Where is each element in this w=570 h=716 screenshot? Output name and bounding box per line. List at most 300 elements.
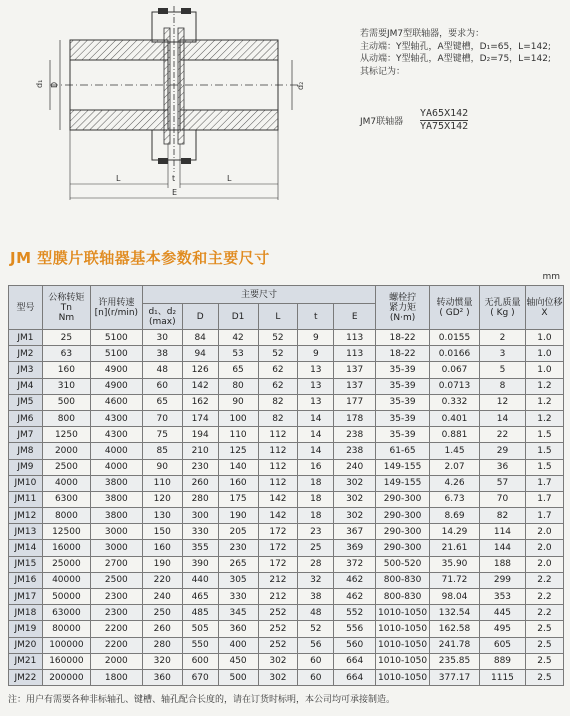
header-L: L	[258, 304, 298, 330]
table-cell: 2.5	[525, 637, 563, 653]
table-cell: 2300	[90, 605, 142, 621]
model-cell: JM18	[9, 605, 43, 621]
table-cell: 2300	[90, 589, 142, 605]
table-cell: 2500	[90, 572, 142, 588]
table-cell: 1010-1050	[376, 669, 430, 685]
table-cell: 4900	[90, 362, 142, 378]
table-cell: 4.26	[430, 475, 480, 491]
table-cell: 194	[182, 427, 218, 443]
table-cell: 1.2	[525, 394, 563, 410]
table-cell: 162.58	[430, 621, 480, 637]
model-cell: JM8	[9, 443, 43, 459]
table-cell: 126	[182, 362, 218, 378]
table-cell: 800-830	[376, 572, 430, 588]
table-cell: 1010-1050	[376, 637, 430, 653]
table-cell: 56	[298, 637, 334, 653]
header-D: D	[182, 304, 218, 330]
table-cell: 664	[334, 669, 376, 685]
table-cell: 240	[334, 459, 376, 475]
table-cell: 60	[298, 669, 334, 685]
unit-label: mm	[542, 272, 560, 282]
table-cell: 82	[479, 508, 525, 524]
table-cell: 5	[479, 362, 525, 378]
table-cell: 48	[298, 605, 334, 621]
table-cell: 113	[334, 330, 376, 346]
table-cell: 556	[334, 621, 376, 637]
model-cell: JM3	[9, 362, 43, 378]
table-cell: 2000	[90, 653, 142, 669]
table-cell: 18	[298, 491, 334, 507]
table-row	[9, 637, 564, 653]
D-label: D	[50, 81, 59, 88]
table-cell: 80	[218, 378, 258, 394]
footnote: 注：用户有需要各种非标轴孔、键槽、轴孔配合长度的，请在订货时标明，本公司均可承接制造。	[8, 695, 396, 705]
table-cell: 120	[142, 491, 182, 507]
table-cell: 112	[258, 427, 298, 443]
table-row	[9, 394, 564, 410]
table-cell: 462	[334, 589, 376, 605]
table-cell: 1800	[90, 669, 142, 685]
table-cell: 505	[182, 621, 218, 637]
table-cell: 4300	[90, 427, 142, 443]
table-cell: 800	[42, 410, 90, 426]
table-cell: 8000	[42, 508, 90, 524]
table-cell: 299	[479, 572, 525, 588]
table-cell: 369	[334, 540, 376, 556]
table-cell: 0.881	[430, 427, 480, 443]
table-cell: 2200	[90, 637, 142, 653]
table-cell: 23	[298, 524, 334, 540]
table-cell: 16	[298, 459, 334, 475]
table-cell: 137	[334, 378, 376, 394]
table-cell: 22	[479, 427, 525, 443]
table-cell: 62	[258, 378, 298, 394]
header-t: t	[298, 304, 334, 330]
table-cell: 35-39	[376, 410, 430, 426]
table-cell: 25	[298, 540, 334, 556]
table-cell: 113	[334, 346, 376, 362]
table-cell: 125	[218, 443, 258, 459]
table-cell: 2.0	[525, 524, 563, 540]
table-cell: 65	[142, 394, 182, 410]
table-cell: 6300	[42, 491, 90, 507]
table-cell: 30	[142, 330, 182, 346]
gap-label: t	[172, 174, 176, 183]
table-cell: 63	[42, 346, 90, 362]
table-cell: 2.5	[525, 653, 563, 669]
table-cell: 144	[479, 540, 525, 556]
table-cell: 3800	[90, 475, 142, 491]
header-bolt-torque: 螺栓拧 紧力矩 (N·m)	[376, 286, 430, 330]
model-cell: JM15	[9, 556, 43, 572]
table-cell: 29	[479, 443, 525, 459]
table-cell: 2.5	[525, 669, 563, 685]
table-cell: 14	[479, 410, 525, 426]
table-cell: 664	[334, 653, 376, 669]
table-row	[9, 330, 564, 346]
table-cell: 14	[298, 427, 334, 443]
table-row	[9, 475, 564, 491]
table-cell: 90	[142, 459, 182, 475]
table-cell: 98.04	[430, 589, 480, 605]
d1-label: d₁	[35, 79, 44, 88]
table-cell: 142	[258, 491, 298, 507]
table-cell: 4300	[90, 410, 142, 426]
table-cell: 28	[298, 556, 334, 572]
table-cell: 18-22	[376, 346, 430, 362]
table-cell: 250	[142, 605, 182, 621]
table-cell: 3000	[90, 524, 142, 540]
table-cell: 235.85	[430, 653, 480, 669]
table-cell: 150	[142, 524, 182, 540]
header-torque: 公称转矩 Tn Nm	[42, 286, 90, 330]
table-cell: 330	[182, 524, 218, 540]
table-row	[9, 410, 564, 426]
table-row	[9, 653, 564, 669]
table-cell: 35-39	[376, 394, 430, 410]
marking-codes	[420, 108, 468, 133]
table-cell: 100000	[42, 637, 90, 653]
table-cell: 60	[142, 378, 182, 394]
table-cell: 100	[218, 410, 258, 426]
table-cell: 137	[334, 362, 376, 378]
table-cell: 4600	[90, 394, 142, 410]
model-cell: JM17	[9, 589, 43, 605]
table-cell: 140	[218, 459, 258, 475]
table-cell: 252	[258, 621, 298, 637]
table-cell: 800-830	[376, 589, 430, 605]
table-cell: 3	[479, 346, 525, 362]
table-cell: 71.72	[430, 572, 480, 588]
table-cell: 1.7	[525, 491, 563, 507]
table-cell: 75	[142, 427, 182, 443]
model-cell: JM2	[9, 346, 43, 362]
table-row	[9, 443, 564, 459]
table-cell: 13	[298, 362, 334, 378]
table-cell: 174	[182, 410, 218, 426]
table-cell: 360	[142, 669, 182, 685]
header-speed: 许用转速 [n](r/min)	[90, 286, 142, 330]
table-cell: 25	[42, 330, 90, 346]
table-cell: 0.0166	[430, 346, 480, 362]
table-cell: 302	[334, 475, 376, 491]
table-cell: 3800	[90, 491, 142, 507]
header-d12: d₁、d₂ (max)	[142, 304, 182, 330]
table-cell: 200000	[42, 669, 90, 685]
table-row	[9, 427, 564, 443]
table-cell: 112	[258, 475, 298, 491]
table-cell: 280	[182, 491, 218, 507]
table-cell: 112	[258, 459, 298, 475]
table-cell: 25000	[42, 556, 90, 572]
table-cell: 110	[218, 427, 258, 443]
table-cell: 85	[142, 443, 182, 459]
section-title: JM 型膜片联轴器基本参数和主要尺寸	[10, 249, 270, 267]
table-cell: 230	[218, 540, 258, 556]
table-cell: 205	[218, 524, 258, 540]
table-cell: 160	[218, 475, 258, 491]
table-cell: 1.5	[525, 443, 563, 459]
table-cell: 1115	[479, 669, 525, 685]
table-cell: 70	[479, 491, 525, 507]
marking-code-driven: YA75X142	[420, 121, 469, 132]
table-cell: 1.0	[525, 330, 563, 346]
table-cell: 280	[142, 637, 182, 653]
model-cell: JM16	[9, 572, 43, 588]
model-cell: JM4	[9, 378, 43, 394]
table-cell: 61-65	[376, 443, 430, 459]
table-cell: 149-155	[376, 475, 430, 491]
model-cell: JM20	[9, 637, 43, 653]
table-cell: 82	[258, 410, 298, 426]
table-cell: 550	[182, 637, 218, 653]
table-cell: 65	[218, 362, 258, 378]
table-cell: 320	[142, 653, 182, 669]
note-line: 主动端：Y型轴孔，A型键槽，D₁=65，L=142;	[360, 41, 551, 52]
table-cell: 172	[258, 540, 298, 556]
table-cell: 4000	[90, 459, 142, 475]
marking-label: JM7联轴器	[360, 117, 404, 127]
header-model: 型号	[9, 286, 43, 330]
table-cell: 305	[218, 572, 258, 588]
table-cell: 50000	[42, 589, 90, 605]
table-cell: 1010-1050	[376, 605, 430, 621]
table-cell: 495	[479, 621, 525, 637]
table-cell: 500	[218, 669, 258, 685]
table-row	[9, 556, 564, 572]
table-cell: 12	[479, 394, 525, 410]
table-cell: 2.0	[525, 540, 563, 556]
d2-label: d₂	[296, 81, 305, 90]
table-cell: 212	[258, 572, 298, 588]
table-cell: 300	[182, 508, 218, 524]
note-line: 其标记为：	[360, 66, 406, 77]
table-cell: 36	[479, 459, 525, 475]
table-cell: 220	[142, 572, 182, 588]
table-cell: 1010-1050	[376, 653, 430, 669]
table-cell: 3800	[90, 508, 142, 524]
table-cell: 94	[182, 346, 218, 362]
table-cell: 84	[182, 330, 218, 346]
table-cell: 1010-1050	[376, 621, 430, 637]
table-cell: 18-22	[376, 330, 430, 346]
table-cell: 35-39	[376, 378, 430, 394]
table-cell: 178	[334, 410, 376, 426]
table-cell: 142	[182, 378, 218, 394]
table-cell: 112	[258, 443, 298, 459]
table-cell: 190	[142, 556, 182, 572]
table-cell: 21.61	[430, 540, 480, 556]
table-cell: 4000	[90, 443, 142, 459]
model-cell: JM11	[9, 491, 43, 507]
table-cell: 1.2	[525, 410, 563, 426]
table-cell: 63000	[42, 605, 90, 621]
table-cell: 8.69	[430, 508, 480, 524]
table-cell: 149-155	[376, 459, 430, 475]
bottom-bolt	[152, 130, 196, 160]
table-cell: 175	[218, 491, 258, 507]
model-cell: JM12	[9, 508, 43, 524]
table-cell: 14	[298, 443, 334, 459]
table-cell: 1.45	[430, 443, 480, 459]
table-cell: 8	[479, 378, 525, 394]
table-row	[9, 621, 564, 637]
table-row	[9, 459, 564, 475]
coupling-drawing	[0, 0, 345, 225]
table-cell: 1.7	[525, 508, 563, 524]
table-row	[9, 378, 564, 394]
model-cell: JM19	[9, 621, 43, 637]
model-cell: JM7	[9, 427, 43, 443]
table-cell: 0.401	[430, 410, 480, 426]
table-cell: 500	[42, 394, 90, 410]
table-cell: 9	[298, 330, 334, 346]
table-cell: 90	[218, 394, 258, 410]
header-main-dims: 主要尺寸	[142, 286, 375, 304]
table-cell: 35-39	[376, 362, 430, 378]
table-cell: 32	[298, 572, 334, 588]
table-cell: 0.332	[430, 394, 480, 410]
table-cell: 310	[42, 378, 90, 394]
header-E: E	[334, 304, 376, 330]
table-cell: 465	[182, 589, 218, 605]
table-row	[9, 346, 564, 362]
table-cell: 605	[479, 637, 525, 653]
top-bolt	[152, 12, 196, 42]
table-cell: 390	[182, 556, 218, 572]
table-cell: 260	[182, 475, 218, 491]
table-cell: 360	[218, 621, 258, 637]
table-cell: 9	[298, 346, 334, 362]
table-row	[9, 669, 564, 685]
table-cell: 670	[182, 669, 218, 685]
header-D1: D1	[218, 304, 258, 330]
table-cell: 500-520	[376, 556, 430, 572]
table-cell: 188	[479, 556, 525, 572]
table-row	[9, 572, 564, 588]
total-length-label: E	[172, 188, 178, 197]
table-cell: 13	[298, 394, 334, 410]
table-cell: 62	[258, 362, 298, 378]
table-cell: 80000	[42, 621, 90, 637]
table-cell: 450	[218, 653, 258, 669]
table-cell: 252	[258, 605, 298, 621]
table-cell: 1.0	[525, 362, 563, 378]
table-row	[9, 589, 564, 605]
note-line: 若需要JM7型联轴器，要求为：	[360, 29, 485, 39]
table-cell: 210	[182, 443, 218, 459]
table-cell: 1.5	[525, 459, 563, 475]
header-inertia: 转动惯量 ( GD² )	[430, 286, 480, 330]
model-cell: JM5	[9, 394, 43, 410]
table-cell: 2500	[42, 459, 90, 475]
table-row	[9, 540, 564, 556]
model-cell: JM22	[9, 669, 43, 685]
table-cell: 485	[182, 605, 218, 621]
table-cell: 0.067	[430, 362, 480, 378]
table-cell: 38	[142, 346, 182, 362]
spec-table	[8, 285, 564, 686]
table-cell: 230	[182, 459, 218, 475]
table-row	[9, 491, 564, 507]
table-cell: 40000	[42, 572, 90, 588]
table-cell: 110	[142, 475, 182, 491]
table-cell: 52	[258, 330, 298, 346]
table-cell: 302	[258, 669, 298, 685]
table-cell: 265	[218, 556, 258, 572]
table-cell: 172	[258, 556, 298, 572]
table-cell: 238	[334, 427, 376, 443]
table-cell: 212	[258, 589, 298, 605]
table-cell: 2700	[90, 556, 142, 572]
table-cell: 2200	[90, 621, 142, 637]
table-cell: 12500	[42, 524, 90, 540]
table-cell: 16000	[42, 540, 90, 556]
table-cell: 190	[218, 508, 258, 524]
table-cell: 38	[298, 589, 334, 605]
table-cell: 35-39	[376, 427, 430, 443]
table-cell: 60	[298, 653, 334, 669]
table-cell: 290-300	[376, 524, 430, 540]
table-cell: 302	[334, 491, 376, 507]
table-cell: 70	[142, 410, 182, 426]
table-cell: 367	[334, 524, 376, 540]
table-cell: 35.90	[430, 556, 480, 572]
model-cell: JM14	[9, 540, 43, 556]
table-cell: 0.0155	[430, 330, 480, 346]
table-cell: 241.78	[430, 637, 480, 653]
table-cell: 1.0	[525, 346, 563, 362]
table-cell: 114	[479, 524, 525, 540]
left-length-label: L	[116, 174, 121, 183]
table-cell: 302	[334, 508, 376, 524]
table-cell: 2	[479, 330, 525, 346]
table-cell: 1250	[42, 427, 90, 443]
model-cell: JM1	[9, 330, 43, 346]
table-cell: 330	[218, 589, 258, 605]
table-cell: 4900	[90, 378, 142, 394]
table-cell: 160000	[42, 653, 90, 669]
table-cell: 42	[218, 330, 258, 346]
table-cell: 160	[142, 540, 182, 556]
table-cell: 355	[182, 540, 218, 556]
table-cell: 2.2	[525, 605, 563, 621]
table-cell: 372	[334, 556, 376, 572]
table-cell: 53	[218, 346, 258, 362]
table-cell: 132.54	[430, 605, 480, 621]
table-cell: 82	[258, 394, 298, 410]
table-cell: 290-300	[376, 540, 430, 556]
table-cell: 18	[298, 475, 334, 491]
table-cell: 57	[479, 475, 525, 491]
table-cell: 52	[298, 621, 334, 637]
note-line: 从动端：Y型轴孔，A型键槽，D₂=75，L=142;	[360, 54, 551, 64]
table-cell: 14.29	[430, 524, 480, 540]
table-cell: 440	[182, 572, 218, 588]
table-cell: 560	[334, 637, 376, 653]
table-row	[9, 362, 564, 378]
model-cell: JM6	[9, 410, 43, 426]
table-cell: 177	[334, 394, 376, 410]
table-cell: 345	[218, 605, 258, 621]
model-cell: JM13	[9, 524, 43, 540]
table-cell: 6.73	[430, 491, 480, 507]
table-cell: 3000	[90, 540, 142, 556]
table-cell: 14	[298, 410, 334, 426]
table-cell: 48	[142, 362, 182, 378]
table-cell: 5100	[90, 330, 142, 346]
table-row	[9, 508, 564, 524]
